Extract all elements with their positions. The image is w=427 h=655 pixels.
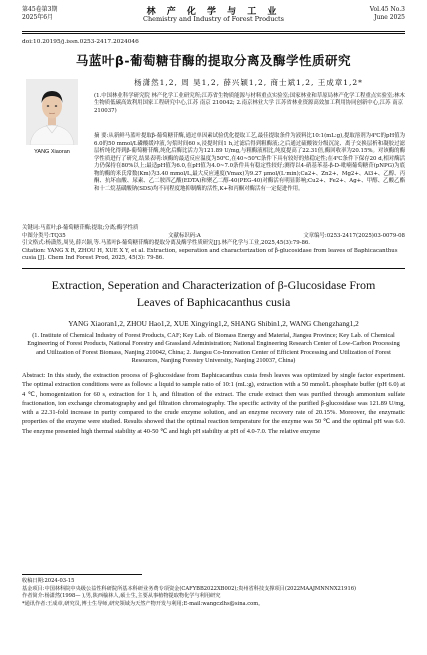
title-en xyxy=(22,277,405,311)
abstract-en: Abstract: In this study, the extraction process of β-glucosidase from Baphicacanthus cusia fresh leaves was optimized by single factor experiment. The optimal extraction conditions were as follows: a liquid to sample ratio of 10:1 (mL:g), extraction with a 50 mmol/L phosphate buffer (pH 6.0) at 4 ℃, homogenization for 60 s, extraction for 1 h, and filtration of the extract. The crude extract then was purified through ammonium sulfate fractionation, ion exchange chromatography and gel filtration chromatography. The specific activity of the purified β-glucosidase was 121.89 U/mg, with a 22.31-fold increase in purity compared to the crude enzyme solution, and an enzyme recovery rate of 20.15%. Moreover, the enzymatic properties of the enzyme were studied. Results showed that the optimal reaction temperature for the enzyme was 50 ℃ and the optimal pH was 6.0. The enzyme presented high thermal stability at 40-50 ℃ and high pH stability at pH of 4.0-7.0. The relative enzyme xyxy=(22,371,405,435)
author-bio: 作者简介:杨潇然(1998— ),男,陕西榆林人,硕士生,主要从事植物提取物化学与利用研究 xyxy=(22,593,221,599)
abstract-cn: 摘 要:从新鲜马蓝叶提取β-葡萄糖苷酶,通过单因素试验优化提取工艺,最佳提取条件为液料比10:1(mL:g),提取溶剂为4℃的pH值为6.0的50 mmol/L磷酸缓冲液,匀浆时间60 s,浸提时间1 h,过滤后得到粗酶液;之后通过硫酸铵分级沉淀、离子交换层析和凝胶过滤层析纯化得到β-葡萄糖苷酶,纯化后酶比活力为121.89 U/mg,与粗酶液相比,纯度提高了22.31倍,酶回收率为20.15%。对该酶的酶学性质进行了研究,结果表明:该酶的最适反应温度为50℃,在40~50℃条件下具有较好的热稳定性;在4℃条件下保存20 d,相对酶活力仍保持在80%以上;最适pH值为6.0,在pH值为4.0~7.0条件具有稳定性较好;测得以4-硝基苯基-β-D-吡喃葡萄糖苷(pNPG)为底物的酶的米氏常数(Km)为3.40 mmol/L,最大反应速度(Vmax)为9.27 μmol/(L·min);Ca2+、Zn2+、Mg2+、Al3+、乙醇、丙酮、抗坏血酸、尿素、乙二胺四乙酸(EDTA)和聚乙二醇-40(PEG-40)对酶活有明显影响;Cu2+、Fe2+、Ag+、甲醇、乙酸乙酯和十二烷基磺酸钠(SDS)均不同程度地抑制酶的活性,K+和丙酮对酶活有一定促进作用。 xyxy=(94,133,405,192)
author-portrait-image xyxy=(26,79,78,145)
article-number: 文章编号:0253-2417(2025)03-0079-08 xyxy=(303,232,405,239)
date-cn: 2025年6月 xyxy=(22,14,54,21)
volume-issue-cn: 第45卷第3期 xyxy=(22,6,58,13)
author-block xyxy=(22,75,405,225)
received-date: 收稿日期:2024-03-15 xyxy=(22,578,75,584)
journal-title-en: Chemistry and Industry of Forest Products xyxy=(143,15,284,23)
journal-title-cn: 林 产 化 学 与 工 业 xyxy=(146,7,281,17)
title-en-line-1: Extraction, Seperation and Characterization of β-Glucosidase From xyxy=(51,277,376,292)
header-rule xyxy=(22,31,405,34)
photo-caption: YANG Xiaoran xyxy=(34,149,70,155)
article-metadata xyxy=(22,225,405,263)
running-header xyxy=(22,0,405,30)
authors-cn: 杨潇然1,2, 周 昊1,2, 薛兴颖1,2, 商士斌1,2, 王成章1,2* xyxy=(134,78,363,87)
footnotes xyxy=(22,574,405,608)
document-code: 文献标识码:A xyxy=(168,232,201,239)
affiliation-en: (1. Institute of Chemical Industry of Forest Products, CAF; Key Lab. of Biomass Energy and Material, Jiangsu Province; Key Lab. of Chemical Engineering of Forest Products, National Forestry and Grassland Administration; National Engineering Research Center of Low-Carbon Processing and Utilization of Forest Biomass, Nanjing 210042, China; 2. Jiangsu Co-Innovation Center of Efficient Processing and Utilization of Forest Resources, Nanjing Forestry University, Nanjing 210037, China) xyxy=(27,331,400,365)
volume-info-en xyxy=(370,6,405,22)
footnote-rule xyxy=(22,574,142,575)
doi: doi:10.20195/j.issn.0253-2417.2024046 xyxy=(22,39,139,45)
keywords-cn: 关键词:马蓝叶;β-葡萄糖苷酶;提取;分离;酶学性质 xyxy=(22,225,139,231)
affiliation-cn: (1.中国林业科学研究院 林产化学工业研究所;江苏省生物质能源与材料重点实验室;国家林业和草原局林产化学工程重点实验室;林木生物质低碳高效利用国家工程研究中心,江苏 南京 210042; 2.南京林业大学 江苏省林业资源高效加工利用协同创新中心,江苏 南京 210037) xyxy=(94,93,405,114)
citation-en: Citation: YANG X R, ZHOU H, XUE X Y, et al. Extraction, seperation and characterization of β-glucosidase from leaves of Baphicacanthus cusia [J]. Chem Ind Forest Prod, 2025, 45(3): 79-86. xyxy=(22,247,398,262)
class-number: 中图分类号:TQ35 xyxy=(22,232,66,239)
authors-en: YANG Xiaoran1,2, ZHOU Hao1,2, XUE Xingying1,2, SHANG Shibin1,2, WANG Chengzhang1,2 xyxy=(68,318,359,328)
volume-issue-en: Vol.45 No.3 xyxy=(369,6,405,13)
section-rule xyxy=(22,268,405,269)
date-en: June 2025 xyxy=(374,14,405,21)
corresponding-author: *通讯作者:王成章,研究员,博士生导师,研究领域为天然产物开发与利用;E-mail:wangczlhs@sina.com。 xyxy=(22,600,264,607)
title-en-line-2: Leaves of Baphicacanthus cusia xyxy=(136,294,291,309)
citation-cn: 引文格式:杨潇然,周昊,薛兴颖,等.马蓝叶β-葡萄糖苷酶的提取分离及酶学性质研究[J].林产化学与工业,2025,45(3):79-86. xyxy=(22,240,311,247)
title-cn: 马蓝叶β-葡萄糖苷酶的提取分离及酶学性质研究 xyxy=(75,53,352,68)
author-photo xyxy=(26,79,78,145)
fund-info: 基金项目:中国林科院中央级公益性科研院所基本科研业务费专项资金(CAFYBB2022XB002);贵州省科技支撑项目(2022MAAJMNNNX21916) xyxy=(22,585,357,592)
